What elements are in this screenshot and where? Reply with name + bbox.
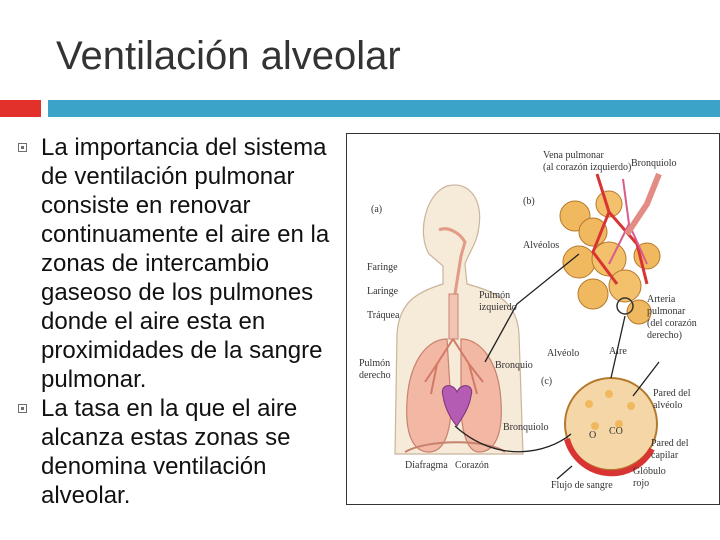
- flujo-sangre-label: Flujo de sangre: [551, 480, 613, 491]
- pulmon-izquierdo-label: Pulmón: [479, 290, 511, 301]
- bronquiolo-bottom-label: Bronquiolo: [503, 422, 549, 433]
- globulo-label: Glóbulo: [633, 466, 666, 477]
- pared-capilar-label: Pared del: [651, 438, 689, 449]
- vena-pulmonar-sub-label: (al corazón izquierdo): [543, 162, 632, 173]
- pulmon-izquierdo-sub-label: izquierdo: [479, 302, 517, 313]
- corazon-label: Corazón: [455, 460, 489, 471]
- bullet-text: La tasa en la que el aire alcanza estas zonas se denomina ventilación alveolar.: [41, 395, 298, 509]
- arteria-origin-sub-label: derecho): [647, 330, 682, 341]
- bullet-item: [18, 394, 348, 510]
- square-bullet-icon: [18, 404, 27, 413]
- panel-c-label: (c): [541, 376, 553, 387]
- panel-b-label: (b): [523, 196, 535, 207]
- laringe-label: Laringe: [367, 286, 399, 297]
- slide-title: Ventilación alveolar: [56, 34, 401, 78]
- vena-pulmonar-label: Vena pulmonar: [543, 150, 604, 161]
- pared-capilar-sub-label: capilar: [651, 450, 679, 461]
- alveolo-label: Alvéolo: [547, 348, 580, 359]
- o2-label: O: [589, 430, 597, 441]
- alveolos-label: Alvéolos: [523, 240, 560, 251]
- faringe-label: Faringe: [367, 262, 398, 273]
- arteria-label: Arteria: [647, 294, 676, 305]
- pulmon-derecho-label: Pulmón: [359, 358, 391, 369]
- bullet-text: La importancia del sistema de ventilación pulmonar consiste en renovar continuamente el aire en la zonas de intercambio gaseoso de los pulmones donde el aire esta en proximidades de la sangre pulmonar.: [41, 134, 330, 393]
- accent-bar-red: [0, 100, 41, 117]
- panel-a-label: (a): [371, 204, 383, 215]
- aire-label: Aire: [609, 346, 627, 357]
- bronquio-label: Bronquio: [495, 360, 533, 371]
- globulo-sub-label: rojo: [633, 478, 650, 489]
- pulmon-derecho-sub-label: derecho: [359, 370, 391, 381]
- square-bullet-icon: [18, 143, 27, 152]
- co2-label: CO: [609, 426, 623, 437]
- accent-bar-blue: [48, 100, 720, 117]
- pared-alveolo-sub-label: alvéolo: [653, 400, 683, 411]
- pared-alveolo-label: Pared del: [653, 388, 691, 399]
- diafragma-label: Diafragma: [405, 460, 448, 471]
- arteria-pulmonar-label: pulmonar: [647, 306, 686, 317]
- respiratory-system-figure: [346, 133, 720, 505]
- traquea-label: Tráquea: [367, 310, 400, 321]
- bullet-item: [18, 133, 348, 394]
- bullet-list: [18, 133, 348, 510]
- bronquiolo-top-label: Bronquiolo: [631, 158, 677, 169]
- trachea-shape: [449, 294, 458, 339]
- arteria-origin-label: (del corazón: [647, 318, 697, 329]
